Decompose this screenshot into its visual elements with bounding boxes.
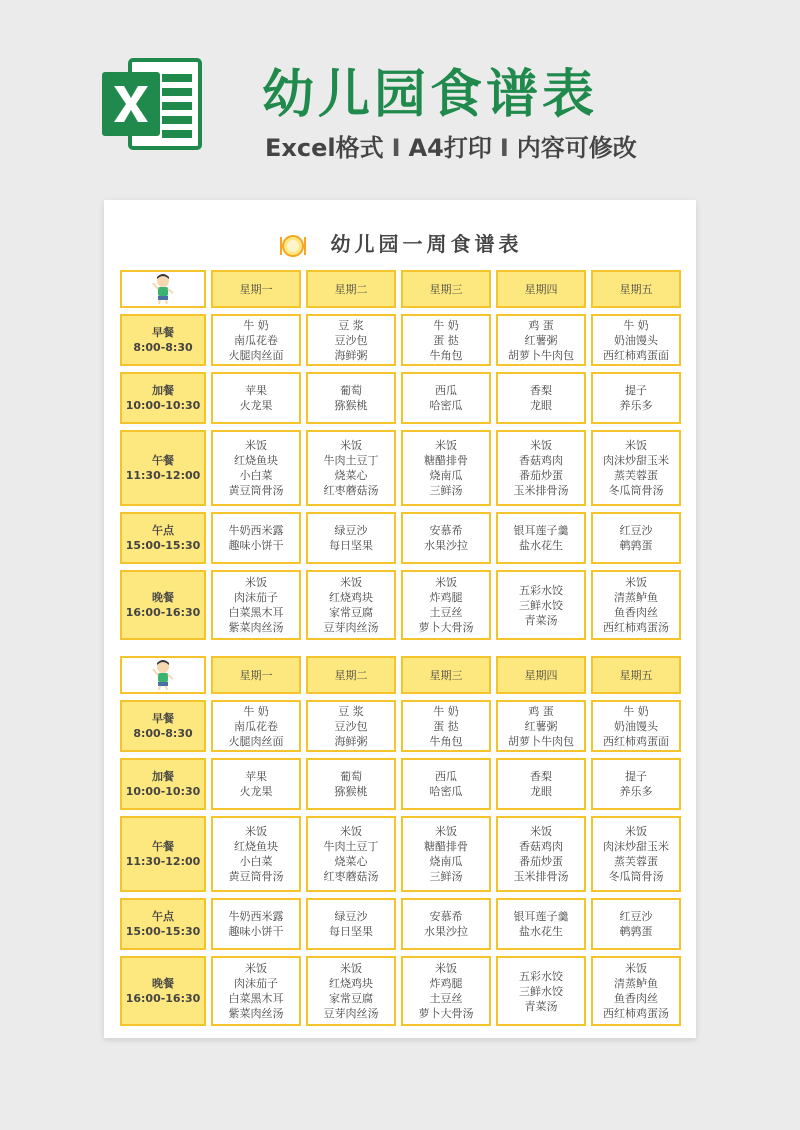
dish-name: 西瓜 — [435, 770, 457, 783]
corner-cell — [120, 656, 206, 694]
dish-name: 每日坚果 — [329, 539, 373, 552]
dish-name: 红豆沙 — [619, 910, 653, 923]
day-header: 星期三 — [401, 656, 491, 694]
subtitle-print: A4打印 — [408, 134, 492, 162]
dish-name: 每日坚果 — [329, 925, 373, 938]
menu-cell — [496, 898, 586, 950]
meal-row — [120, 314, 682, 366]
dish-name: 家常豆腐 — [329, 992, 373, 1005]
dish-name: 西红柿鸡蛋面 — [603, 734, 669, 748]
menu-cell — [401, 898, 491, 950]
meal-label-cell — [120, 700, 206, 752]
menu-cell — [211, 758, 301, 810]
dish-name: 青菜汤 — [524, 613, 558, 627]
dish-name: 鹌鹑蛋 — [619, 925, 653, 938]
dish-name: 绿豆沙 — [334, 524, 368, 537]
meal-label-cell — [120, 758, 206, 810]
day-header: 星期一 — [211, 270, 301, 308]
dish-name: 紫菜肉丝汤 — [228, 1007, 284, 1020]
meal-label-cell — [120, 898, 206, 950]
menu-cell — [401, 314, 491, 366]
menu-cell — [496, 956, 586, 1026]
menu-cell — [496, 430, 586, 506]
dish-name: 牛肉土豆丁 — [323, 840, 379, 853]
dish-name: 胡萝卜牛肉包 — [508, 734, 574, 748]
day-header-row — [120, 270, 682, 308]
menu-cell — [306, 570, 396, 640]
dish-name: 香梨 — [530, 770, 552, 783]
dish-name: 银耳莲子羹 — [513, 524, 569, 537]
dish-name: 葡萄 — [340, 770, 362, 783]
dish-name: 米饭 — [435, 825, 457, 838]
meal-name: 午餐 — [152, 840, 174, 853]
meal-name: 午餐 — [152, 454, 174, 467]
document-title-row — [104, 228, 696, 259]
menu-table — [120, 656, 682, 1032]
dish-name: 烧南瓜 — [429, 469, 463, 482]
menu-cell — [211, 512, 301, 564]
day-header: 星期四 — [496, 270, 586, 308]
child-mascot-icon — [150, 273, 176, 305]
dish-name: 番茄炒蛋 — [519, 855, 563, 868]
dish-name: 米饭 — [625, 576, 647, 589]
meal-time: 10:00-10:30 — [125, 785, 201, 798]
menu-cell — [211, 816, 301, 892]
dish-name: 牛肉土豆丁 — [323, 454, 379, 467]
menu-cell — [591, 956, 681, 1026]
menu-cell — [591, 430, 681, 506]
dish-name: 肉沫炒甜玉米 — [603, 840, 669, 853]
menu-cell — [306, 700, 396, 752]
meal-time: 16:00-16:30 — [125, 606, 201, 619]
dish-name: 黄豆筒骨汤 — [228, 484, 284, 497]
dish-name: 米饭 — [625, 825, 647, 838]
menu-cell — [496, 570, 586, 640]
dish-name: 红烧鱼块 — [234, 840, 278, 853]
plate-icon — [278, 233, 308, 259]
dish-name: 米饭 — [530, 439, 552, 452]
dish-name: 绿豆沙 — [334, 910, 368, 923]
dish-name: 葡萄 — [340, 384, 362, 397]
menu-cell — [496, 512, 586, 564]
day-header: 星期一 — [211, 656, 301, 694]
dish-name: 红薯粥 — [524, 719, 558, 733]
menu-cell — [306, 816, 396, 892]
subtitle — [265, 128, 705, 163]
menu-cell — [306, 758, 396, 810]
dish-name: 奶油馒头 — [614, 719, 658, 733]
subtitle-format: Excel格式 — [265, 134, 384, 162]
meal-label-cell — [120, 430, 206, 506]
dish-name: 龙眼 — [530, 399, 552, 412]
dish-name: 豆 浆 — [338, 704, 364, 718]
meal-row — [120, 700, 682, 752]
dish-name: 西红柿鸡蛋面 — [603, 348, 669, 362]
dish-name: 糖醋排骨 — [424, 454, 468, 467]
dish-name: 三鲜水饺 — [519, 598, 563, 612]
meal-name: 晚餐 — [152, 977, 174, 990]
dish-name: 哈密瓜 — [429, 399, 463, 412]
dish-name: 米饭 — [625, 962, 647, 975]
menu-cell — [591, 372, 681, 424]
dish-name: 白菜黑木耳 — [228, 606, 284, 619]
dish-name: 米饭 — [245, 825, 267, 838]
dish-name: 米饭 — [435, 962, 457, 975]
dish-name: 家常豆腐 — [329, 606, 373, 619]
dish-name: 米饭 — [245, 962, 267, 975]
menu-cell — [496, 758, 586, 810]
dish-name: 黄豆筒骨汤 — [228, 870, 284, 883]
menu-cell — [401, 956, 491, 1026]
dish-name: 水果沙拉 — [424, 925, 468, 938]
dish-name: 米饭 — [245, 576, 267, 589]
meal-time: 8:00-8:30 — [133, 727, 193, 740]
meal-time: 10:00-10:30 — [125, 399, 201, 412]
menu-cell — [401, 816, 491, 892]
document-page — [104, 200, 696, 1038]
day-header: 星期五 — [591, 270, 681, 308]
meal-label-cell — [120, 570, 206, 640]
menu-cell — [211, 430, 301, 506]
dish-name: 南瓜花卷 — [234, 719, 278, 733]
subtitle-editable: 内容可修改 — [516, 134, 637, 162]
dish-name: 苹果 — [245, 384, 267, 397]
menu-cell — [306, 430, 396, 506]
meal-row — [120, 758, 682, 810]
menu-cell — [591, 700, 681, 752]
dish-name: 牛 奶 — [623, 704, 649, 718]
dish-name: 西红柿鸡蛋汤 — [603, 621, 669, 634]
dish-name: 西红柿鸡蛋汤 — [603, 1007, 669, 1020]
dish-name: 提子 — [625, 770, 647, 783]
menu-cell — [591, 570, 681, 640]
menu-cell — [211, 372, 301, 424]
meal-name: 午点 — [152, 524, 174, 537]
dish-name: 鹌鹑蛋 — [619, 539, 653, 552]
dish-name: 三鲜汤 — [429, 484, 463, 497]
dish-name: 香菇鸡肉 — [519, 454, 563, 467]
dish-name: 银耳莲子羹 — [513, 910, 569, 923]
dish-name: 萝卜大骨汤 — [418, 621, 474, 634]
menu-cell — [591, 512, 681, 564]
menu-cell — [211, 314, 301, 366]
dish-name: 炸鸡腿 — [429, 977, 463, 990]
dish-name: 火腿肉丝面 — [228, 348, 284, 362]
menu-cell — [591, 758, 681, 810]
dish-name: 肉沫茄子 — [234, 977, 278, 990]
dish-name: 豆 浆 — [338, 318, 364, 332]
meal-time: 15:00-15:30 — [125, 539, 201, 552]
dish-name: 红枣蘑菇汤 — [323, 870, 379, 883]
menu-cell — [591, 314, 681, 366]
menu-cell — [306, 512, 396, 564]
dish-name: 鱼香肉丝 — [614, 606, 658, 619]
dish-name: 红薯粥 — [524, 333, 558, 347]
meal-time: 11:30-12:00 — [125, 469, 201, 482]
dish-name: 紫菜肉丝汤 — [228, 621, 284, 634]
dish-name: 趣味小饼干 — [228, 539, 284, 552]
dish-name: 香菇鸡肉 — [519, 840, 563, 853]
dish-name: 奶油馒头 — [614, 333, 658, 347]
meal-name: 加餐 — [152, 770, 174, 783]
dish-name: 牛 奶 — [433, 318, 459, 332]
excel-icon — [100, 56, 204, 152]
meal-row — [120, 430, 682, 506]
dish-name: 烧菜心 — [334, 469, 368, 482]
dish-name: 盐水花生 — [519, 925, 563, 938]
meal-time: 16:00-16:30 — [125, 992, 201, 1005]
dish-name: 糖醋排骨 — [424, 840, 468, 853]
dish-name: 米饭 — [340, 439, 362, 452]
dish-name: 烧菜心 — [334, 855, 368, 868]
menu-table — [120, 270, 682, 646]
day-header: 星期四 — [496, 656, 586, 694]
dish-name: 哈密瓜 — [429, 785, 463, 798]
meal-time: 8:00-8:30 — [133, 341, 193, 354]
meal-name: 早餐 — [152, 326, 174, 339]
dish-name: 米饭 — [245, 439, 267, 452]
dish-name: 水果沙拉 — [424, 539, 468, 552]
day-header: 星期三 — [401, 270, 491, 308]
menu-cell — [211, 570, 301, 640]
meal-row — [120, 898, 682, 950]
dish-name: 鱼香肉丝 — [614, 992, 658, 1005]
meal-row — [120, 512, 682, 564]
dish-name: 白菜黑木耳 — [228, 992, 284, 1005]
separator: I — [391, 134, 401, 162]
day-header: 星期五 — [591, 656, 681, 694]
dish-name: 蒸芙蓉蛋 — [614, 855, 658, 868]
dish-name: 豆沙包 — [334, 333, 368, 347]
meal-label-cell — [120, 512, 206, 564]
meal-name: 早餐 — [152, 712, 174, 725]
dish-name: 龙眼 — [530, 785, 552, 798]
dish-name: 牛角包 — [429, 348, 463, 362]
menu-cell — [401, 372, 491, 424]
meal-name: 午点 — [152, 910, 174, 923]
dish-name: 肉沫炒甜玉米 — [603, 454, 669, 467]
menu-cell — [401, 512, 491, 564]
dish-name: 炸鸡腿 — [429, 591, 463, 604]
dish-name: 牛 奶 — [243, 318, 269, 332]
dish-name: 土豆丝 — [429, 992, 463, 1005]
dish-name: 苹果 — [245, 770, 267, 783]
dish-name: 火龙果 — [239, 399, 273, 412]
dish-name: 胡萝卜牛肉包 — [508, 348, 574, 362]
dish-name: 豆芽肉丝汤 — [323, 621, 379, 634]
dish-name: 牛奶西米露 — [228, 524, 284, 537]
dish-name: 清蒸鲈鱼 — [614, 591, 658, 604]
dish-name: 西瓜 — [435, 384, 457, 397]
child-mascot-icon — [150, 659, 176, 691]
dish-name: 趣味小饼干 — [228, 925, 284, 938]
meal-time: 15:00-15:30 — [125, 925, 201, 938]
menu-cell — [306, 372, 396, 424]
menu-cell — [211, 956, 301, 1026]
meal-row — [120, 956, 682, 1026]
dish-name: 香梨 — [530, 384, 552, 397]
dish-name: 牛 奶 — [243, 704, 269, 718]
dish-name: 牛奶西米露 — [228, 910, 284, 923]
dish-name: 米饭 — [625, 439, 647, 452]
meal-row — [120, 816, 682, 892]
dish-name: 土豆丝 — [429, 606, 463, 619]
menu-cell — [401, 758, 491, 810]
document-title: 幼儿园一周食谱表 — [330, 232, 523, 256]
dish-name: 番茄炒蛋 — [519, 469, 563, 482]
dish-name: 火龙果 — [239, 785, 273, 798]
menu-cell — [401, 430, 491, 506]
dish-name: 养乐多 — [619, 785, 653, 798]
dish-name: 猕猴桃 — [334, 785, 368, 798]
dish-name: 红豆沙 — [619, 524, 653, 537]
dish-name: 豆芽肉丝汤 — [323, 1007, 379, 1020]
dish-name: 红烧鸡块 — [329, 591, 373, 604]
separator: I — [499, 134, 509, 162]
meal-name: 晚餐 — [152, 591, 174, 604]
corner-cell — [120, 270, 206, 308]
dish-name: 安慕希 — [429, 910, 463, 923]
dish-name: 三鲜水饺 — [519, 984, 563, 998]
dish-name: 鸡 蛋 — [528, 704, 554, 718]
menu-cell — [211, 700, 301, 752]
dish-name: 红枣蘑菇汤 — [323, 484, 379, 497]
dish-name: 米饭 — [340, 962, 362, 975]
dish-name: 牛 奶 — [433, 704, 459, 718]
dish-name: 安慕希 — [429, 524, 463, 537]
menu-cell — [401, 570, 491, 640]
dish-name: 蛋 挞 — [433, 333, 459, 347]
dish-name: 米饭 — [340, 825, 362, 838]
dish-name: 提子 — [625, 384, 647, 397]
day-header: 星期二 — [306, 656, 396, 694]
dish-name: 蛋 挞 — [433, 719, 459, 733]
dish-name: 养乐多 — [619, 399, 653, 412]
meal-label-cell — [120, 372, 206, 424]
dish-name: 豆沙包 — [334, 719, 368, 733]
menu-cell — [591, 898, 681, 950]
meal-row — [120, 570, 682, 640]
meal-time: 11:30-12:00 — [125, 855, 201, 868]
dish-name: 五彩水饺 — [519, 583, 563, 597]
header — [0, 0, 800, 200]
dish-name: 海鲜粥 — [334, 348, 368, 362]
menu-cell — [496, 816, 586, 892]
meal-label-cell — [120, 314, 206, 366]
menu-cell — [496, 314, 586, 366]
dish-name: 青菜汤 — [524, 999, 558, 1013]
meal-name: 加餐 — [152, 384, 174, 397]
dish-name: 海鲜粥 — [334, 734, 368, 748]
menu-cell — [306, 898, 396, 950]
meal-label-cell — [120, 816, 206, 892]
dish-name: 米饭 — [435, 439, 457, 452]
dish-name: 烧南瓜 — [429, 855, 463, 868]
dish-name: 南瓜花卷 — [234, 333, 278, 347]
dish-name: 玉米排骨汤 — [513, 870, 569, 883]
menu-cell — [496, 372, 586, 424]
dish-name: 小白菜 — [239, 469, 273, 482]
dish-name: 米饭 — [530, 825, 552, 838]
dish-name: 肉沫茄子 — [234, 591, 278, 604]
menu-cell — [306, 314, 396, 366]
dish-name: 玉米排骨汤 — [513, 484, 569, 497]
dish-name: 盐水花生 — [519, 539, 563, 552]
menu-cell — [496, 700, 586, 752]
dish-name: 蒸芙蓉蛋 — [614, 469, 658, 482]
dish-name: 猕猴桃 — [334, 399, 368, 412]
dish-name: 萝卜大骨汤 — [418, 1007, 474, 1020]
menu-cell — [306, 956, 396, 1026]
dish-name: 红烧鱼块 — [234, 454, 278, 467]
dish-name: 鸡 蛋 — [528, 318, 554, 332]
menu-cell — [591, 816, 681, 892]
dish-name: 冬瓜筒骨汤 — [608, 484, 664, 497]
dish-name: 小白菜 — [239, 855, 273, 868]
meal-row — [120, 372, 682, 424]
dish-name: 红烧鸡块 — [329, 977, 373, 990]
dish-name: 冬瓜筒骨汤 — [608, 870, 664, 883]
dish-name: 清蒸鲈鱼 — [614, 977, 658, 990]
day-header-row — [120, 656, 682, 694]
dish-name: 火腿肉丝面 — [228, 734, 284, 748]
page-title: 幼儿园食谱表 — [262, 65, 599, 125]
day-header: 星期二 — [306, 270, 396, 308]
menu-cell — [401, 700, 491, 752]
meal-label-cell — [120, 956, 206, 1026]
dish-name: 五彩水饺 — [519, 969, 563, 983]
dish-name: 牛 奶 — [623, 318, 649, 332]
dish-name: 三鲜汤 — [429, 870, 463, 883]
menu-cell — [211, 898, 301, 950]
dish-name: 米饭 — [340, 576, 362, 589]
dish-name: 牛角包 — [429, 734, 463, 748]
dish-name: 米饭 — [435, 576, 457, 589]
